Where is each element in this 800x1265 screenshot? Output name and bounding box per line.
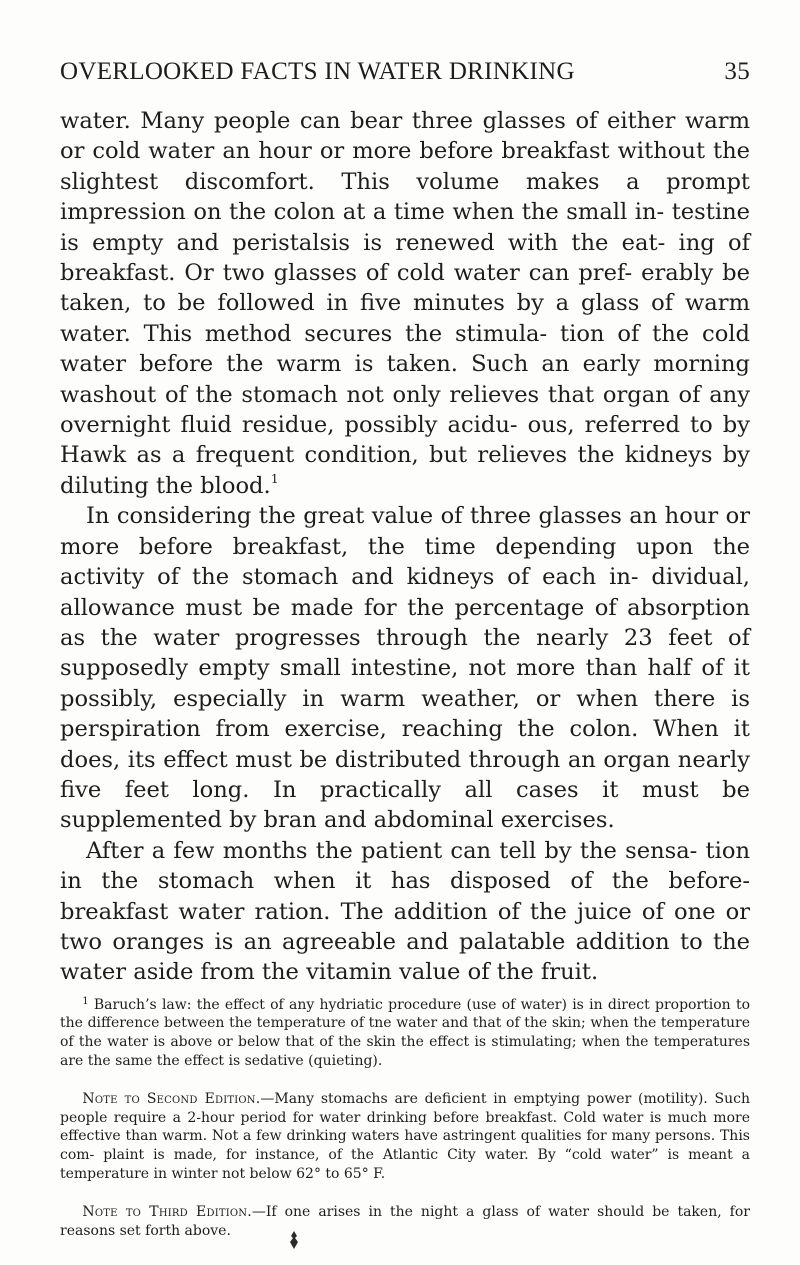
third-edition-note (60, 1203, 750, 1240)
paragraph: After a few months the patient can tell by the sensa- tion in the stomach when it has disposed of the before- breakfast water ration. The addition of the juice of one or two oranges is an agreeable and palatable addition to the water aside from the vitamin value of the fruit. (60, 837, 750, 986)
footnote (60, 996, 750, 1070)
page-number: 35 (724, 58, 750, 85)
chapter-title: OVERLOOKED FACTS IN WATER DRINKING (60, 58, 575, 85)
book-page (60, 58, 750, 1240)
paragraph-text: water. Many people can bear three glasses of either warm or cold water an hour or more before breakfast without the slightest discomfort. This volume makes a prompt impression on the colon at a time when the small in- testine is empty and peristalsis is renewed with the eat- ing of breakfast. Or two glasses of cold water can pref- erably be taken, to be followed in five minutes by a glass of warm water. This method secures the stimula- tion of the cold water before the warm is taken. Such an early morning washout of the stomach not only relieves that organ of any overnight fluid residue, possibly acidu- ous, referred to by Hawk as a frequent condition, but relieves the kidneys by diluting the blood. (60, 108, 750, 499)
body-text (60, 106, 750, 988)
note-heading: Note to Third Edition. (82, 1204, 252, 1221)
footnote-marker: 1 (82, 995, 89, 1007)
second-edition-note (60, 1090, 750, 1183)
paragraph (60, 106, 750, 501)
footnote-text: Baruch’s law: the effect of any hydriatic procedure (use of water) is in direct proportion to the difference between the temperature of tne water and that of the skin; when the temperature of the water is above or below that of the skin the effect is stimulating; when the temperatures are the same the effect is sedative (quieting). (60, 996, 750, 1069)
note-text: —If one arises in the night a glass of water should be taken, for reasons set forth above. (60, 1204, 750, 1239)
paragraph: In considering the great value of three glasses an hour or more before breakfast, the time depending upon the activity of the stomach and kidneys of each in- dividual, allowance must be made for the percentage of absorption as the water progresses through the nearly 23 feet of supposedly empty small intestine, not more than half of it possibly, especially in warm weather, or when there is perspiration from exercise, reaching the colon. When it does, its effect must be distributed through an organ nearly five feet long. In practically all cases it must be supplemented by bran and abdominal exercises. (60, 503, 750, 834)
note-heading: Note to Second Edition. (82, 1091, 261, 1108)
footnote-reference: 1 (270, 470, 279, 486)
note-text: —Many stomachs are deficient in emptying power (motility). Such people require a 2-hour period for water drinking before breakfast. Cold water is much more effective than warm. Not a few drinking waters have astringent qualities for many persons. This com- plaint is made, for instance, of the Atlantic City water. By “cold water” is meant a temperature in winter not below 62° to 65° F. (60, 1091, 750, 1182)
running-head (60, 58, 750, 86)
printer-ornament-icon (287, 1230, 301, 1250)
